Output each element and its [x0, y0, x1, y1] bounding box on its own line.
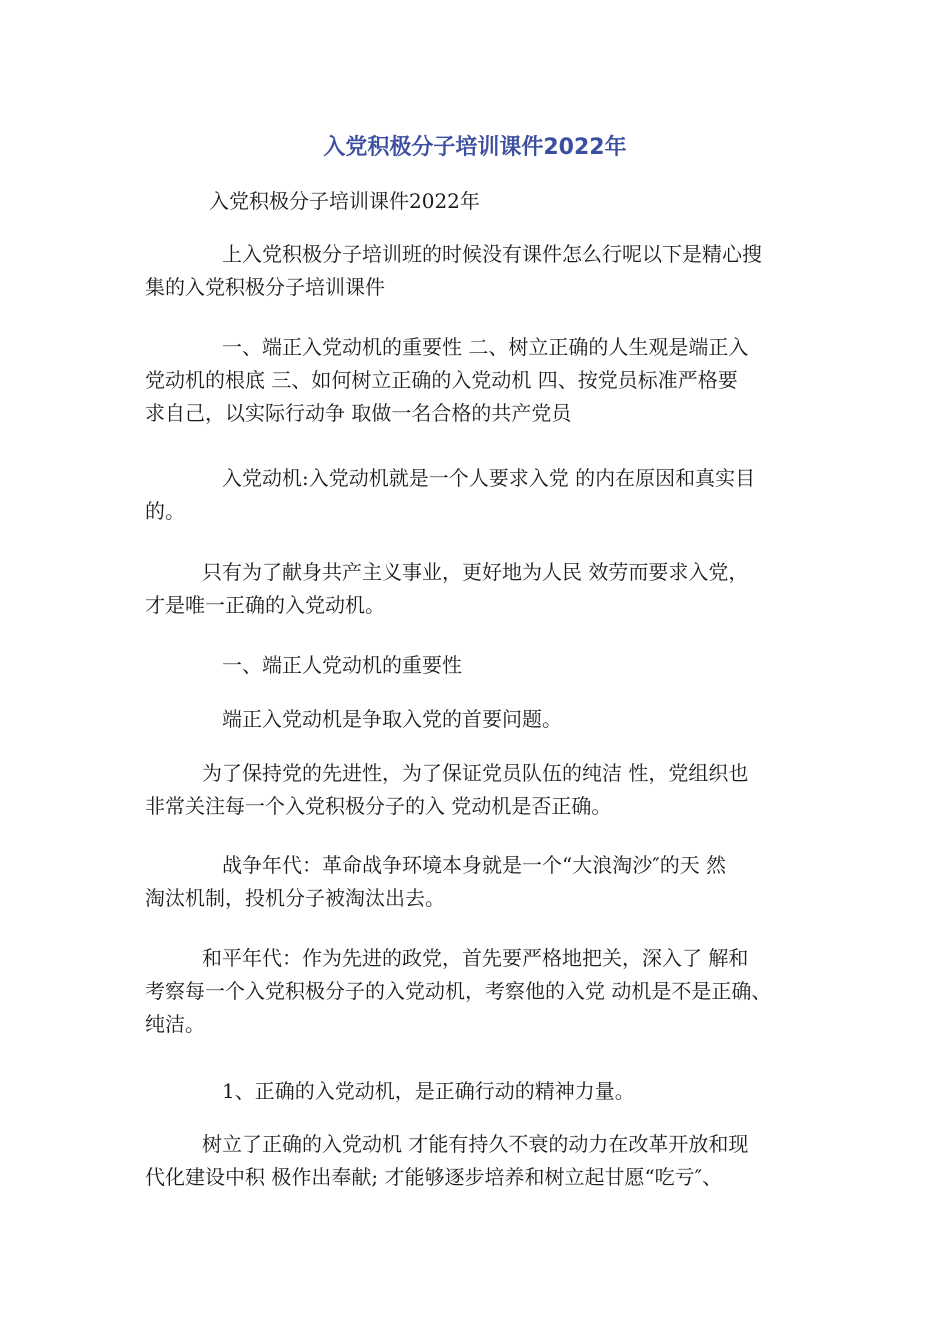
- paragraph-intro: [145, 238, 825, 304]
- paragraph-war-era: [145, 849, 825, 915]
- paragraph-line: 为了保持党的先进性，为了保证党员队伍的纯洁 性，党组织也: [202, 761, 749, 785]
- paragraph-line: 和平年代：作为先进的政党，首先要严格地把关，深入了 解和: [202, 946, 749, 970]
- paragraph-definition: [145, 462, 825, 528]
- paragraph-line: 上入党积极分子培训班的时候没有课件怎么行呢以下是精心搜: [222, 242, 762, 266]
- paragraph-line: 考察每一个入党积极分子的入党动机，考察他的入党 动机是不是正确、: [145, 979, 772, 1003]
- paragraph-purity: [145, 757, 825, 823]
- paragraph-line: 战争年代：革命战争环境本身就是一个“大浪淘沙″的天 然: [222, 853, 727, 877]
- paragraph-line: 只有为了献身共产主义事业，更好地为人民 效劳而要求入党，: [202, 560, 749, 584]
- paragraph-line: 入党积极分子培训课件2022年: [209, 189, 480, 213]
- document-title: 入党积极分子培训课件2022年: [323, 135, 627, 160]
- paragraph-outline: [145, 331, 825, 430]
- paragraph-only-correct: [145, 556, 825, 622]
- paragraph-primary-issue: [145, 703, 825, 736]
- paragraph-peace-era: [145, 942, 825, 1041]
- paragraph-heading-1: [145, 649, 825, 682]
- paragraph-line: 淘汰机制，投机分子被淘汰出去。: [145, 886, 445, 910]
- paragraph-line: 一、端正入党动机的重要性 二、树立正确的人生观是端正入: [222, 335, 749, 359]
- paragraph-line: 非常关注每一个入党积极分子的入 党动机是否正确。: [145, 794, 612, 818]
- paragraph-line: 求自己，以实际行动争 取做一名合格的共产党员: [145, 401, 572, 425]
- paragraph-motivation: [145, 1128, 825, 1194]
- paragraph-line: 纯洁。: [145, 1012, 205, 1036]
- paragraph-line: 集的入党积极分子培训课件: [145, 275, 385, 299]
- paragraph-line: 代化建设中积 极作出奉献; 才能够逐步培养和树立起甘愿“吃亏″、: [145, 1165, 723, 1189]
- paragraph-line: 端正入党动机是争取入党的首要问题。: [222, 707, 562, 731]
- paragraph-subtitle: [145, 185, 825, 218]
- paragraph-line: 的。: [145, 499, 185, 523]
- paragraph-line: 树立了正确的入党动机 才能有持久不衰的动力在改革开放和现: [202, 1132, 749, 1156]
- paragraph-line: 一、端正人党动机的重要性: [222, 653, 462, 677]
- paragraph-line: 1、正确的入党动机，是正确行动的精神力量。: [222, 1079, 635, 1103]
- paragraph-line: 才是唯一正确的入党动机。: [145, 593, 385, 617]
- paragraph-point-1: [145, 1075, 825, 1108]
- paragraph-line: 入党动机:入党动机就是一个人要求入党 的内在原因和真实目: [222, 466, 756, 490]
- paragraph-line: 党动机的根底 三、如何树立正确的入党动机 四、按党员标准严格要: [145, 368, 738, 392]
